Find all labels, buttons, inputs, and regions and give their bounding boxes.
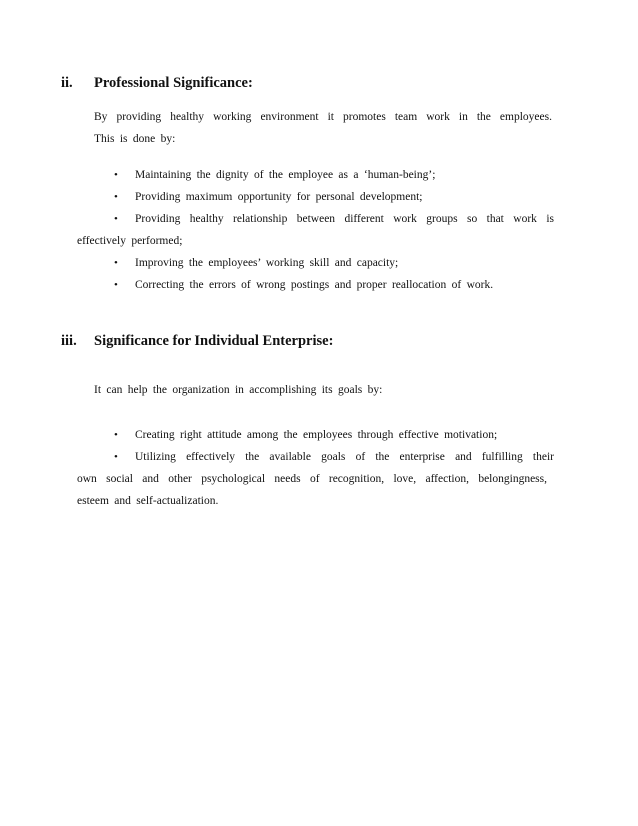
section-iii-bullet-2-continuation-2: esteem and self-actualization. — [77, 495, 219, 507]
section-iii-bullet-2 — [114, 446, 554, 468]
bullet-icon: • — [114, 169, 118, 181]
bullet-text: Providing maximum opportunity for personal development; — [135, 191, 423, 203]
section-iii-intro: It can help the organization in accomplishing its goals by: — [94, 384, 383, 396]
section-ii-intro-line1: By providing healthy working environment it promotes team work in the employees. — [94, 111, 552, 123]
section-ii-bullet-5 — [114, 274, 554, 296]
section-ii-bullet-3-continuation: effectively performed; — [77, 235, 183, 247]
section-ii-number: ii. — [61, 75, 73, 91]
section-iii-title: Significance for Individual Enterprise: — [94, 333, 334, 349]
section-ii-bullet-3 — [114, 208, 554, 230]
bullet-icon: • — [114, 191, 118, 203]
bullet-text: Utilizing effectively the available goals of the enterprise and fulfilling their — [135, 451, 554, 463]
section-ii-title: Professional Significance: — [94, 75, 253, 91]
bullet-text: Maintaining the dignity of the employee as a ‘human-being’; — [135, 169, 436, 181]
section-iii-bullet-2-continuation-1: own social and other psychological needs of recognition, love, affection, belongingness, — [77, 473, 547, 485]
bullet-text: Correcting the errors of wrong postings and proper reallocation of work. — [135, 279, 494, 291]
bullet-icon: • — [114, 451, 118, 463]
bullet-icon: • — [114, 213, 118, 225]
section-iii-number: iii. — [61, 333, 77, 349]
bullet-text: Creating right attitude among the employees through effective motivation; — [135, 429, 498, 441]
bullet-text: Providing healthy relationship between different work groups so that work is — [135, 213, 554, 225]
bullet-icon: • — [114, 279, 118, 291]
bullet-text: Improving the employees’ working skill and capacity; — [135, 257, 399, 269]
section-ii-intro-line2: This is done by: — [94, 133, 176, 145]
section-ii-bullet-1 — [114, 164, 554, 186]
section-ii-bullet-2 — [114, 186, 554, 208]
section-ii-heading — [61, 75, 361, 95]
bullet-icon: • — [114, 429, 118, 441]
section-iii-heading — [61, 333, 381, 353]
section-ii-bullet-4 — [114, 252, 554, 274]
bullet-icon: • — [114, 257, 118, 269]
section-iii-bullet-1 — [114, 424, 554, 446]
